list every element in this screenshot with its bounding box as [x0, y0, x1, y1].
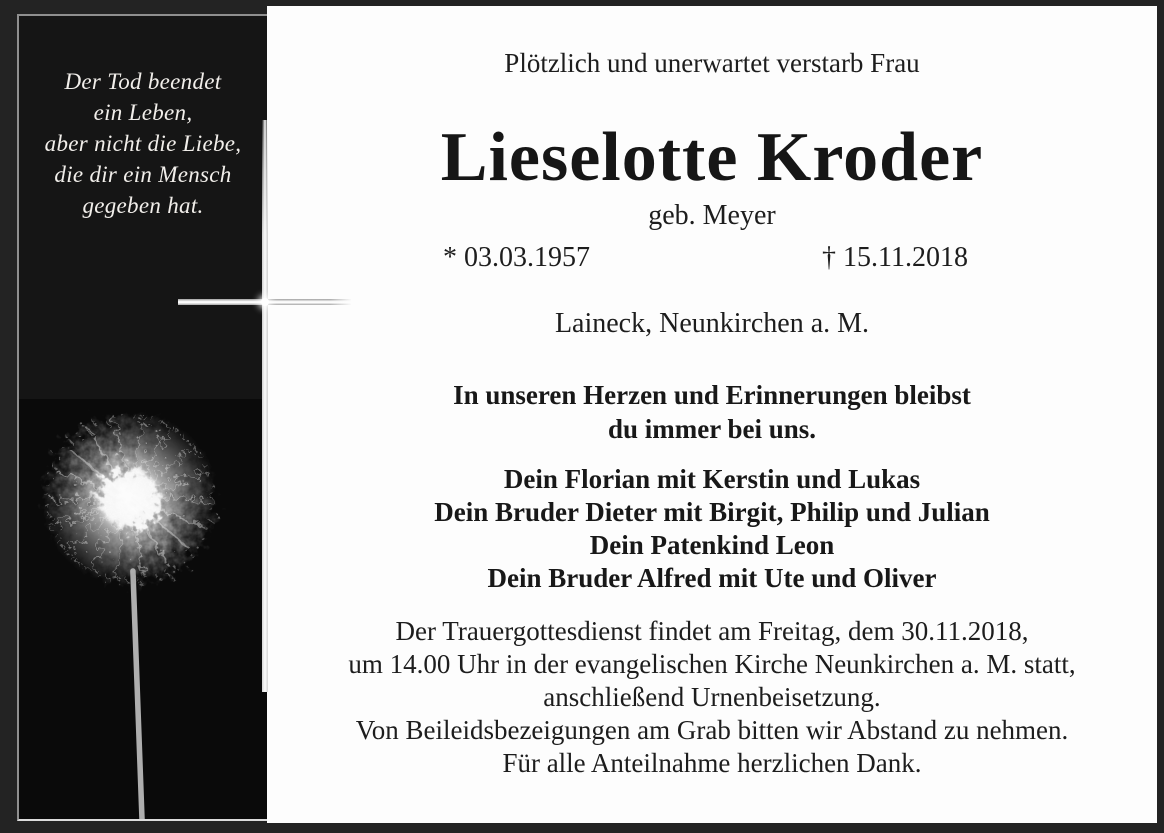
memory-line: du immer bei uns.: [607, 414, 817, 444]
memorial-quote-line: gegeben hat.: [82, 193, 204, 218]
dandelion-icon: [19, 399, 267, 819]
family-line: Dein Bruder Alfred mit Ute und Oliver: [487, 563, 937, 593]
service-line: anschließend Urnenbeisetzung.: [543, 682, 881, 712]
notice-body: [267, 6, 1157, 823]
memorial-quote-line: ein Leben,: [93, 100, 193, 125]
family-block: [267, 463, 1157, 595]
residence-line: Laineck, Neunkirchen a. M.: [554, 308, 870, 339]
service-line: Für alle Anteilnahme herzlichen Dank.: [502, 748, 922, 778]
intro-line: Plötzlich und unerwartet verstarb Frau: [504, 48, 920, 78]
service-line: Der Trauergottesdienst findet am Freitag, dem 30.11.2018,: [395, 616, 1029, 646]
service-line: um 14.00 Uhr in der evangelischen Kirche Neunkirchen a. M. statt,: [348, 649, 1076, 679]
life-dates: [267, 242, 1157, 274]
condolence-panel: [17, 14, 267, 821]
death-date: † 15.11.2018: [822, 242, 968, 273]
birth-name: geb. Meyer: [648, 200, 776, 231]
memory-block: [267, 378, 1157, 446]
memory-line: In unseren Herzen und Erinnerungen bleibst: [453, 380, 971, 410]
family-line: Dein Patenkind Leon: [589, 530, 835, 560]
memorial-quote-line: Der Tod beendet: [64, 69, 222, 94]
birth-date: * 03.03.1957: [443, 242, 590, 273]
service-block: [267, 615, 1157, 780]
family-line: Dein Florian mit Kerstin und Lukas: [503, 464, 921, 494]
deceased-name: Lieselotte Kroder: [440, 119, 984, 196]
service-line: Von Beileidsbezeigungen am Grab bitten wir Abstand zu nehmen.: [355, 715, 1069, 745]
memorial-quote: [19, 66, 267, 221]
memorial-quote-line: die dir ein Mensch: [54, 162, 232, 187]
family-line: Dein Bruder Dieter mit Birgit, Philip und Julian: [434, 497, 990, 527]
memorial-quote-line: aber nicht die Liebe,: [44, 131, 242, 156]
dandelion-photo: [19, 399, 267, 819]
